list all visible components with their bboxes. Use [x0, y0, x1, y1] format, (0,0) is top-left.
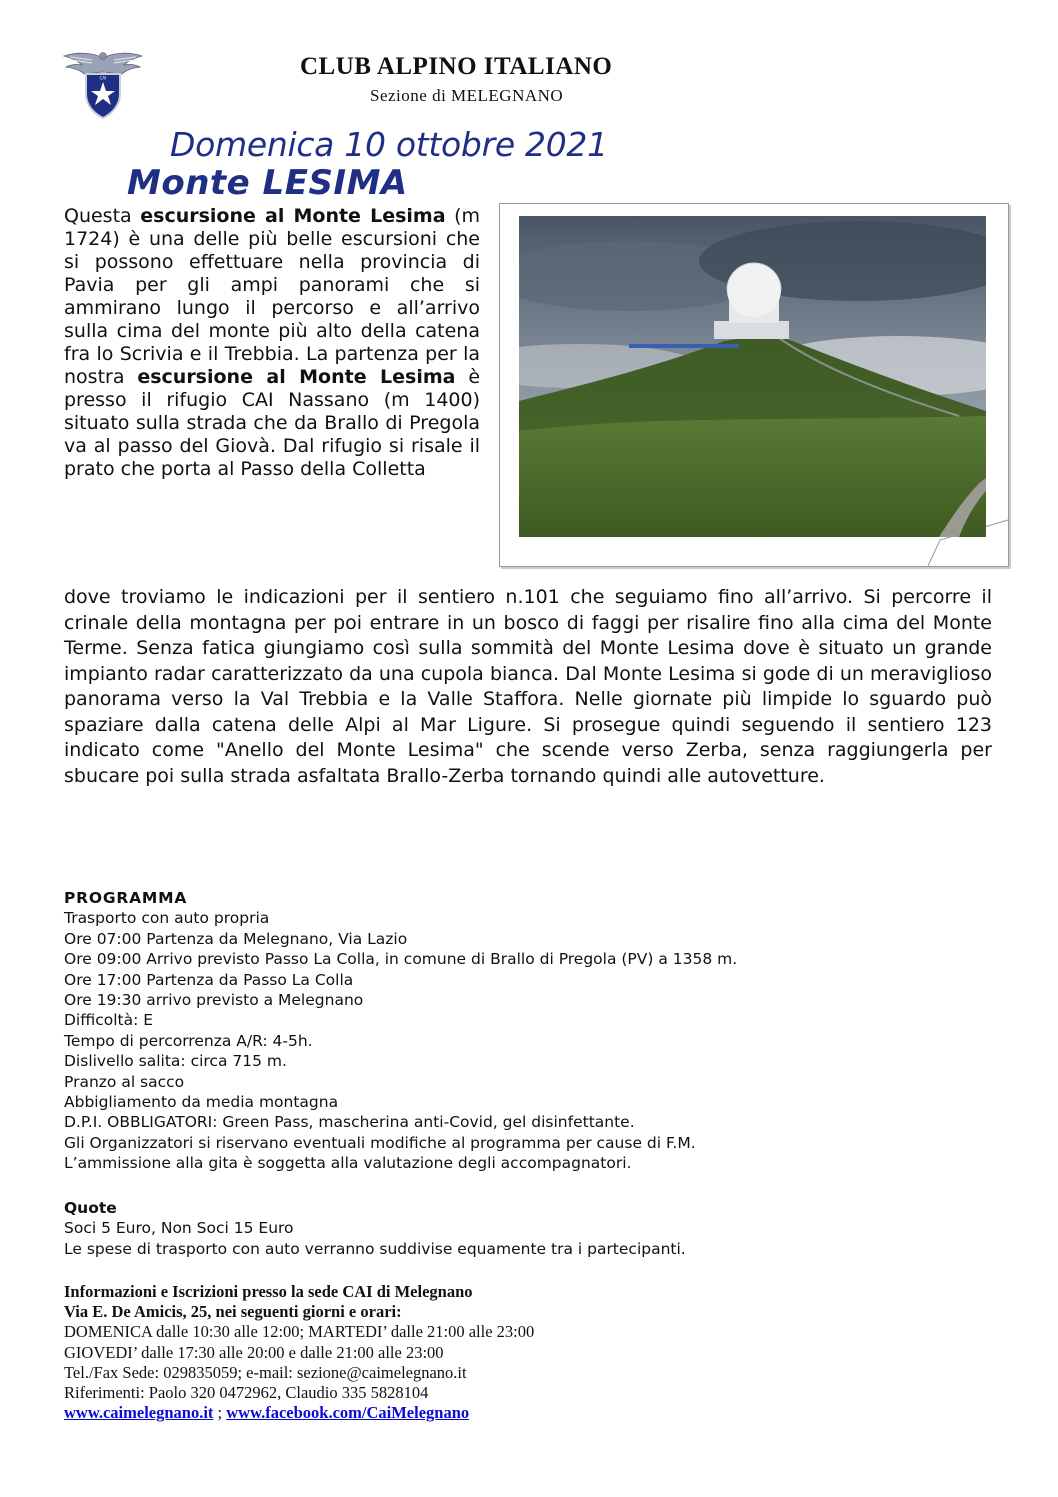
intro-text: (m 1724) è una delle più belle escursioni che si possono effettuare nella provincia di Pavia per gli ampi panorami che si ammirano lungo il percorso e all’arrivo sulla cima del monte più alto della catena fra lo Scrivia e il Trebbia. La partenza per la nostra: [64, 205, 481, 388]
intro-bold-text: escursione al Monte Lesima: [137, 366, 456, 388]
link-separator: ;: [213, 1403, 227, 1423]
info-section: [64, 1282, 964, 1423]
info-list: [64, 1322, 964, 1403]
description-continuation: [64, 585, 992, 789]
programma-line: Trasporto con auto propria: [64, 909, 270, 928]
intro-paragraph: [64, 205, 480, 481]
programma-line: L’ammissione alla gita è soggetta alla valutazione degli accompagnatori.: [64, 1154, 632, 1173]
info-line: Riferimenti: Paolo 320 0472962, Claudio 335 5828104: [64, 1383, 429, 1403]
programma-section: [64, 888, 964, 1174]
intro-text: Questa: [64, 205, 141, 227]
description-intro: [64, 205, 480, 481]
event-title: Monte LESIMA: [127, 163, 408, 203]
continuation-paragraph: dove troviamo le indicazioni per il sentiero n.101 che seguiamo fino all’arrivo. Si percorre il crinale della montagna per poi entrare in un bosco di faggi per risalire fino alla cima del Monte Terme. Senza fatica giungiamo così sulla sommità del Monte Lesima dove è situato un grande impianto radar caratterizzato da una cupola bianca. Dal Monte Lesima si gode di un meraviglioso panorama verso la Val Trebbia e la Valle Staffora. Nelle giornate più limpide lo sguardo può spaziare dalla catena delle Alpi al Mar Ligure. Si prosegue quindi seguendo il sentiero 123 indicato come "Anello del Monte Lesima" che scende verso Zerba, senza raggiungerla per sbucare poi sulla strada asfaltata Brallo-Zerba tornando quindi alle autovetture.: [64, 586, 992, 787]
organization-section: Sezione di MELEGNANO: [370, 86, 564, 105]
info-bold-line: Informazioni e Iscrizioni presso la sede CAI di Melegnano: [64, 1282, 473, 1301]
quote-line: Le spese di trasporto con auto verranno suddivise equamente tra i partecipanti.: [64, 1239, 686, 1258]
quote-section: [64, 1198, 964, 1259]
intro-text: è presso il rifugio CAI Nassano (m 1400) situato sulla strada che da Brallo di Pregola va al passo del Giovà. Dal rifugio si risale il prato che porta al Passo della Colletta: [64, 366, 481, 480]
info-line: Tel./Fax Sede: 029835059; e-mail: sezione@caimelegnano.it: [64, 1362, 467, 1382]
programma-line: Dislivello salita: circa 715 m.: [64, 1052, 287, 1071]
info-line: DOMENICA dalle 10:30 alle 12:00; MARTEDI’ dalle 21:00 alle 23:00: [64, 1322, 535, 1342]
programma-line: D.P.I. OBBLIGATORI: Green Pass, mascherina anti-Covid, gel disinfettante.: [64, 1113, 635, 1132]
programma-line: Difficoltà: E: [64, 1011, 154, 1030]
quote-heading: Quote: [64, 1199, 117, 1217]
website-link[interactable]: www.caimelegnano.it: [64, 1403, 214, 1423]
programma-line: Ore 09:00 Arrivo previsto Passo La Colla, in comune di Brallo di Pregola (PV) a 1358 m.: [64, 950, 738, 969]
event-date: Domenica 10 ottobre 2021: [170, 125, 608, 164]
organization-name: CLUB ALPINO ITALIANO: [300, 53, 613, 80]
info-bold-line: Via E. De Amicis, 25, nei seguenti giorni e orari:: [64, 1302, 402, 1322]
programma-heading: PROGRAMMA: [64, 889, 188, 907]
quote-line: Soci 5 Euro, Non Soci 15 Euro: [64, 1219, 294, 1238]
programma-line: Abbigliamento da media montagna: [64, 1093, 339, 1112]
svg-text:CAI: CAI: [99, 75, 107, 81]
programma-line: Pranzo al sacco: [64, 1072, 185, 1091]
cai-logo-icon: [62, 48, 144, 120]
programma-list: [64, 908, 964, 1173]
programma-line: Ore 19:30 arrivo previsto a Melegnano: [64, 991, 364, 1010]
monte-lesima-photo: [519, 216, 986, 537]
programma-line: Tempo di percorrenza A/R: 4-5h.: [64, 1031, 313, 1050]
links-row: [64, 1403, 964, 1423]
programma-line: Ore 07:00 Partenza da Melegnano, Via Lazio: [64, 929, 408, 948]
programma-line: Gli Organizzatori si riservano eventuali modifiche al programma per cause di F.M.: [64, 1133, 696, 1152]
facebook-link[interactable]: www.facebook.com/CaiMelegnano: [226, 1403, 470, 1423]
info-heading: [64, 1282, 964, 1322]
intro-bold-text: escursione al Monte Lesima: [140, 205, 446, 227]
info-line: GIOVEDI’ dalle 17:30 alle 20:00 e dalle 21:00 alle 23:00: [64, 1342, 444, 1362]
quote-list: [64, 1218, 964, 1259]
programma-line: Ore 17:00 Partenza da Passo La Colla: [64, 970, 354, 989]
